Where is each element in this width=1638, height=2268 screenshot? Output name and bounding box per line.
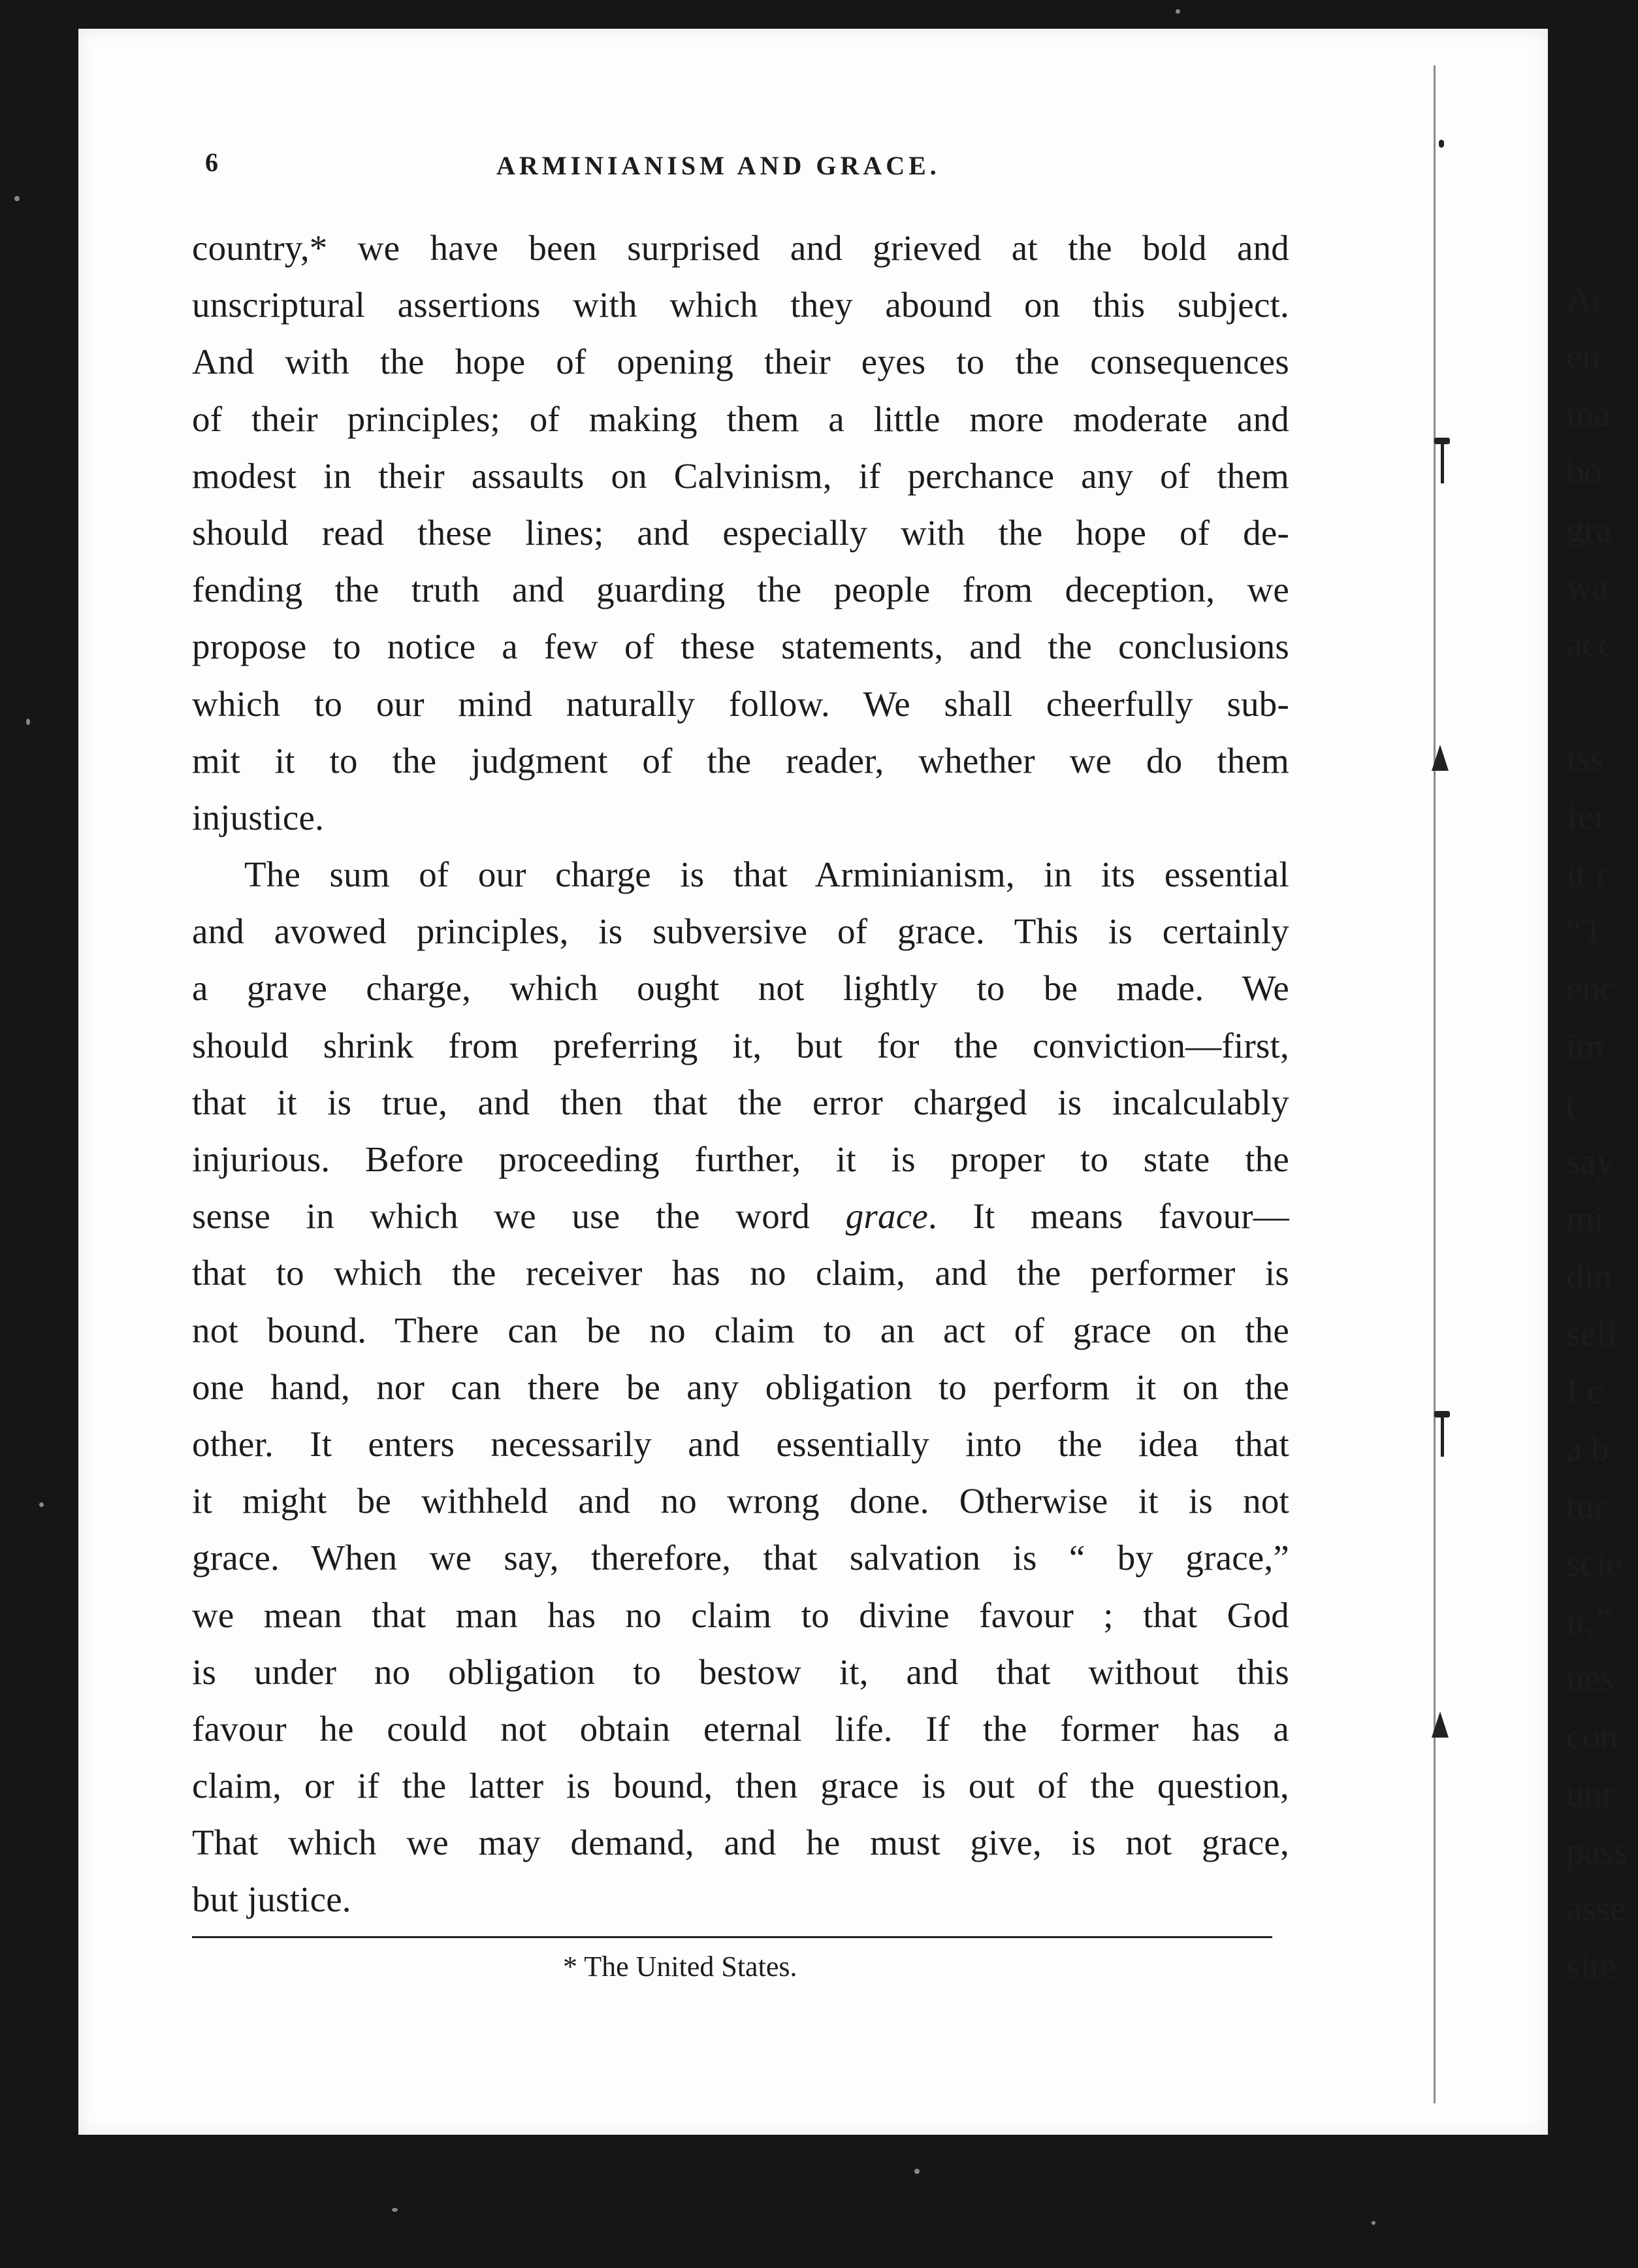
text-line: sense in which we use the word grace. It means favour— bbox=[192, 1196, 1290, 1237]
fragment: Ar bbox=[1566, 279, 1605, 319]
page-number: 6 bbox=[205, 148, 218, 177]
fragment: ( bbox=[1566, 1084, 1579, 1124]
fragment: scie bbox=[1566, 1544, 1622, 1583]
fragment: bo bbox=[1566, 451, 1602, 491]
fragment: it,” bbox=[1566, 1601, 1611, 1641]
fragment: tur bbox=[1566, 1486, 1607, 1526]
text-line: a grave charge, which ought not lightly to be made. We bbox=[192, 968, 1289, 1009]
text-line: but justice. bbox=[192, 1879, 351, 1920]
footnote-rule bbox=[192, 1936, 1272, 1938]
scan-speck bbox=[914, 2169, 920, 2174]
fragment: unr bbox=[1566, 1774, 1614, 1813]
scan-speck bbox=[39, 1502, 44, 1507]
fragment: I c bbox=[1566, 1371, 1603, 1411]
text-line: should read these lines; and especially with the hope of de- bbox=[192, 512, 1289, 553]
fragment: mi bbox=[1566, 1199, 1605, 1239]
text-line: favour he could not obtain eternal life. If the former has a bbox=[192, 1708, 1289, 1749]
fragment: site bbox=[1566, 1946, 1616, 1986]
text-line: grace. When we say, therefore, that salvation is “ by grace,” bbox=[192, 1538, 1289, 1578]
text-line: is under no obligation to bestow it, and that without this bbox=[192, 1651, 1289, 1692]
running-head: ARMINIANISM AND GRACE. bbox=[496, 151, 940, 180]
text-line: That which we may demand, and he must give, is not grace, bbox=[192, 1822, 1289, 1863]
fragment: a b bbox=[1566, 1429, 1609, 1468]
text-line: one hand, nor can there be any obligation to perform it on the bbox=[192, 1367, 1289, 1407]
fragment: im bbox=[1566, 1026, 1605, 1066]
text-line: And with the hope of opening their eyes to the consequences bbox=[192, 342, 1289, 382]
fragment: iss bbox=[1566, 739, 1605, 779]
page-gutter bbox=[1434, 65, 1436, 2103]
body-text bbox=[192, 219, 1289, 1928]
scan-speck bbox=[1372, 2221, 1375, 2225]
scan-speck bbox=[392, 2208, 398, 2212]
text-line: other. It enters necessarily and essentially into the idea that bbox=[192, 1423, 1289, 1464]
emphasis-word: grace bbox=[845, 1196, 928, 1237]
binding-mark bbox=[1434, 1411, 1450, 1418]
fragment: say bbox=[1566, 1141, 1614, 1181]
text-line: it might be withheld and no wrong done. Otherwise it is not bbox=[192, 1481, 1289, 1521]
fragment: con bbox=[1566, 1716, 1618, 1756]
facing-page-fragments bbox=[1566, 270, 1638, 1995]
scan-speck bbox=[1176, 9, 1180, 14]
fragment: wa bbox=[1566, 566, 1609, 606]
text-line: that it is true, and then that the error charged is incalculably bbox=[192, 1082, 1289, 1122]
fragment: en bbox=[1566, 336, 1600, 376]
text-line: and avowed principles, is subversive of grace. This is certainly bbox=[192, 911, 1289, 952]
text-line: propose to notice a few of these statements, and the conclusions bbox=[192, 626, 1289, 667]
binding-mark bbox=[1439, 140, 1444, 148]
text-line: of their principles; of making them a little more moderate and bbox=[192, 398, 1289, 439]
fragment: asse bbox=[1566, 1888, 1626, 1928]
text-line: should shrink from preferring it, but for the conviction—first, bbox=[192, 1025, 1289, 1065]
text-line: mit it to the judgment of the reader, whether we do them bbox=[192, 740, 1289, 781]
footnote: * The United States. bbox=[563, 1951, 797, 1983]
text-line: not bound. There can be no claim to an act of grace on the bbox=[192, 1310, 1289, 1350]
binding-mark bbox=[1441, 444, 1444, 483]
fragment: fer bbox=[1566, 796, 1607, 836]
fragment: din bbox=[1566, 1256, 1613, 1296]
fragment: nes bbox=[1566, 1659, 1614, 1698]
text-line: claim, or if the latter is bound, then grace is out of the question, bbox=[192, 1766, 1289, 1806]
text-line: that to which the receiver has no claim, and the performer is bbox=[192, 1253, 1289, 1293]
fragment: gra bbox=[1566, 509, 1613, 549]
fragment: pass bbox=[1566, 1831, 1628, 1871]
text-line: injurious. Before proceeding further, it is proper to state the bbox=[192, 1139, 1289, 1179]
text-line: The sum of our charge is that Arminianism, in its essential bbox=[244, 854, 1289, 895]
fragment: it r bbox=[1566, 854, 1607, 894]
fragment: “T bbox=[1566, 911, 1605, 951]
binding-mark bbox=[1441, 1418, 1444, 1457]
text-line: we mean that man has no claim to divine favour ; that God bbox=[192, 1595, 1289, 1635]
fragment bbox=[1566, 673, 1638, 730]
fragment: ma bbox=[1566, 394, 1611, 434]
fragment: acc bbox=[1566, 624, 1614, 664]
scan-speck bbox=[14, 196, 20, 201]
fragment: self bbox=[1566, 1314, 1618, 1353]
text-line: country,* we have been surprised and grieved at the bold and bbox=[192, 228, 1289, 268]
text-line: unscriptural assertions with which they abound on this subject. bbox=[192, 285, 1289, 325]
fragment: enc bbox=[1566, 969, 1616, 1009]
text-line: which to our mind naturally follow. We shall cheerfully sub- bbox=[192, 683, 1289, 724]
text-line: injustice. bbox=[192, 797, 325, 837]
text-line: fending the truth and guarding the people from deception, we bbox=[192, 570, 1289, 610]
binding-mark bbox=[1434, 438, 1450, 444]
text-line: modest in their assaults on Calvinism, if perchance any of them bbox=[192, 455, 1289, 496]
scan-speck bbox=[26, 719, 30, 725]
